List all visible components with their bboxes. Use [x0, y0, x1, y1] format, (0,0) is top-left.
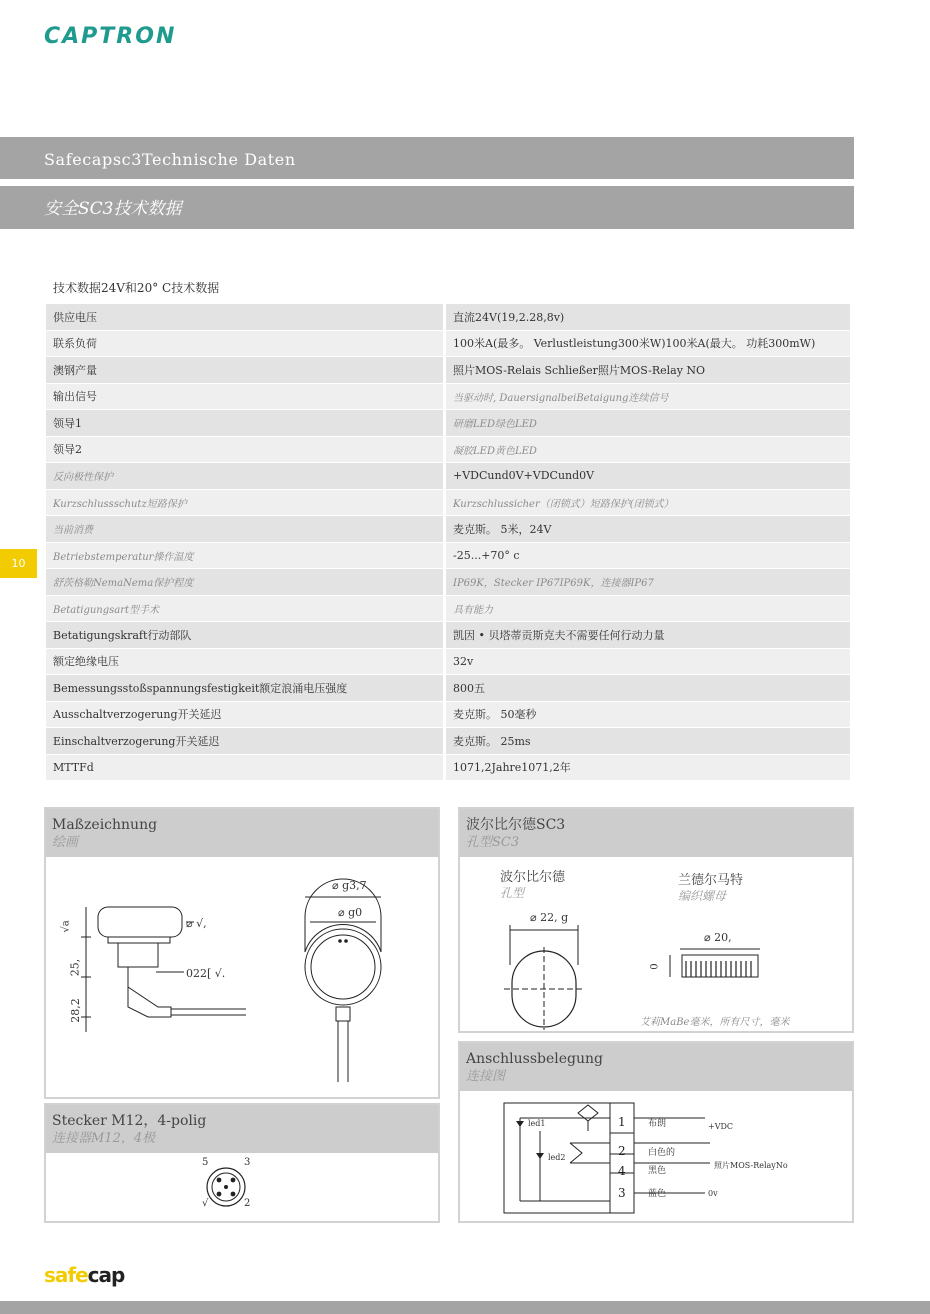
pin-1: 1	[618, 1115, 626, 1129]
pin-2: 2	[618, 1144, 626, 1158]
panel-header	[46, 809, 438, 857]
brand-cap: cap	[87, 1263, 125, 1287]
table-row	[46, 728, 850, 755]
panel-header	[46, 1105, 438, 1153]
led1-label: led1	[528, 1119, 546, 1128]
table-row	[46, 331, 850, 358]
spec-value: 100米A(最多。 Verlustleistung300米W)100米A(最大。 功耗300mW)	[446, 331, 850, 358]
panel-title-de: Stecker M12，4-polig	[52, 1113, 207, 1129]
dim-hole: ⌀ 22, g	[530, 911, 569, 924]
table-row	[46, 304, 850, 331]
panel-header	[460, 809, 852, 857]
spec-label: 输出信号	[46, 384, 446, 411]
table-row	[46, 649, 850, 676]
dim-022: 022[ √.	[186, 967, 226, 980]
switch-head	[98, 907, 182, 937]
spec-value: 直流24V(19,2.28,8v)	[446, 304, 850, 331]
sensor-symbol	[578, 1105, 598, 1121]
table-row	[46, 569, 850, 596]
table-row	[46, 490, 850, 517]
wiring-panel	[458, 1041, 854, 1223]
pin-2-label: 2	[244, 1198, 251, 1209]
panel-title-zh: 孔型SC3	[466, 835, 520, 850]
switch-body	[118, 943, 158, 967]
pin-4: 4	[618, 1164, 626, 1178]
wire-black-label: 黑色	[648, 1166, 667, 1176]
spec-label: 联系负荷	[46, 331, 446, 358]
pin-3-label: 3	[244, 1157, 251, 1168]
dim-nut-height: 0	[649, 963, 661, 970]
spec-value: 麦克斯。 50毫秒	[446, 702, 850, 729]
front-view-stem	[336, 1007, 350, 1021]
signal-relay: 照片MOS-RelayNo	[714, 1161, 788, 1170]
panel-title-de: Anschlussbelegung	[466, 1051, 603, 1067]
table-row	[46, 543, 850, 570]
dim-g0: ⌀ g0	[338, 906, 363, 919]
panel-title-zh: 绘画	[52, 835, 79, 850]
dim-g37: ⌀ g3,7	[332, 879, 367, 892]
table-row	[46, 410, 850, 437]
wire-blue-label: 蓝色	[648, 1189, 667, 1199]
pin-3: 3	[618, 1186, 626, 1200]
pin-root-label: √	[202, 1198, 209, 1209]
dim-nut: ⌀ 20,	[704, 931, 732, 944]
spec-label: 澳钢产量	[46, 357, 446, 384]
cable-connector	[128, 967, 171, 1017]
safecap-brand	[44, 1263, 124, 1287]
switch-collar	[108, 937, 170, 943]
page-number-tab: 10	[0, 549, 37, 578]
spec-value: 800五	[446, 675, 850, 702]
spec-label: Einschaltverzogerung开关延迟	[46, 728, 446, 755]
spec-table	[46, 304, 850, 781]
hole-label-de: 波尔比尔德	[500, 870, 566, 885]
nut-label-zh: 编织螺母	[678, 889, 727, 903]
panel-title-de: 波尔比尔德SC3	[466, 817, 566, 833]
device-box	[504, 1103, 634, 1213]
spec-label: Bemessungsstoßspannungsfestigkeit额定浪涌电压强度	[46, 675, 446, 702]
table-row	[46, 622, 850, 649]
brand-safe: safe	[44, 1263, 88, 1287]
led2-symbol	[536, 1153, 544, 1159]
wire-brown-label: 布朗	[648, 1119, 667, 1129]
spec-label: MTTFd	[46, 755, 446, 782]
spec-label: Ausschaltverzogerung开关延迟	[46, 702, 446, 729]
spec-label: 领导2	[46, 437, 446, 464]
signal-0v: 0v	[708, 1189, 718, 1198]
table-row	[46, 755, 850, 782]
spec-value: 麦克斯。 5米，24V	[446, 516, 850, 543]
spec-label: 反向极性保护	[46, 463, 446, 490]
dimension-note: 艾莉MaBe毫米，所有尺寸，毫米	[640, 1017, 790, 1028]
dim-phi-head: ⌀ √,	[186, 917, 207, 930]
spec-label: 供应电压	[46, 304, 446, 331]
panel-title-de: Maßzeichnung	[52, 817, 158, 833]
led2-label: led2	[548, 1153, 566, 1162]
captron-logo: CAPTRON	[44, 24, 177, 49]
spec-value: 具有能力	[446, 596, 850, 623]
table-title: 技术数据24V和20° C技术数据	[53, 281, 220, 295]
spec-value: 32v	[446, 649, 850, 676]
connector-pinout-drawing	[46, 1153, 438, 1221]
dim-g37-value: g3,7	[342, 879, 367, 892]
wire-white-label: 白色的	[648, 1148, 676, 1158]
spec-label: 额定绝缘电压	[46, 649, 446, 676]
title-band-german	[0, 137, 854, 179]
footer-bar	[0, 1301, 930, 1314]
hole-pattern-panel	[458, 807, 854, 1033]
spec-value: IP69K，Stecker IP67IP69K，连接器IP67	[446, 569, 850, 596]
table-row	[46, 675, 850, 702]
spec-value: 研磨LED绿色LED	[446, 410, 850, 437]
nut-label-de: 兰德尔马特	[678, 873, 744, 888]
spec-label: Betriebstemperatur操作温度	[46, 543, 446, 570]
dimension-drawing-panel	[44, 807, 440, 1099]
panel-title-zh: 连接图	[466, 1069, 506, 1084]
table-row	[46, 437, 850, 464]
table-row	[46, 596, 850, 623]
spec-value: Kurzschlussicher（闭锁式）短路保护(闭锁式）	[446, 490, 850, 517]
dim-25: 25,	[68, 958, 82, 977]
dim-g0-value: g0	[348, 906, 363, 919]
table-row	[46, 463, 850, 490]
table-row	[46, 384, 850, 411]
front-view-body	[305, 929, 381, 1005]
pin-5-label: 5	[202, 1157, 209, 1168]
led1-symbol	[516, 1121, 524, 1127]
spec-label: Kurzschlussschutz短路保护	[46, 490, 446, 517]
table-row	[46, 702, 850, 729]
spec-label: 舒茨格勒NemaNema保护程度	[46, 569, 446, 596]
dim-hole-value: 22, g	[540, 911, 569, 924]
spec-label: Betatigungsart型手术	[46, 596, 446, 623]
spec-value: 凯因 • 贝塔蒂贡斯克夫不需要任何行动力量	[446, 622, 850, 649]
signal-vdc: +VDC	[708, 1122, 734, 1131]
spec-value: 当驱动时, DauersignalbeiBetaigung连续信号	[446, 384, 850, 411]
table-row	[46, 516, 850, 543]
spec-value: -25...+70° c	[446, 543, 850, 570]
table-row	[46, 357, 850, 384]
dim-top: √a	[60, 920, 72, 933]
spec-label: Betatigungskraft行动部队	[46, 622, 446, 649]
title-german: Safecapsc3Technische Daten	[44, 150, 296, 169]
hole-label-zh: 孔型	[500, 886, 525, 900]
title-chinese: 安全SC3技术数据	[44, 199, 182, 219]
panel-title-zh: 连接器M12，4极	[52, 1131, 156, 1146]
dim-282: 28,2	[68, 998, 82, 1023]
spec-value: 麦克斯。 25ms	[446, 728, 850, 755]
spec-label: 领导1	[46, 410, 446, 437]
dim-nut-value: 20,	[714, 931, 732, 944]
spec-label: 当前消费	[46, 516, 446, 543]
cable	[171, 1009, 246, 1015]
spec-value: 凝胶LED黄色LED	[446, 437, 850, 464]
dimension-drawing	[46, 857, 438, 1097]
spec-value: 照片MOS-Relais Schließer照片MOS-Relay NO	[446, 357, 850, 384]
spec-value: 1071,2Jahre1071,2年	[446, 755, 850, 782]
connector-panel	[44, 1103, 440, 1223]
spec-value: +VDCund0V+VDCund0V	[446, 463, 850, 490]
title-band-chinese	[0, 186, 854, 229]
panel-header	[460, 1043, 852, 1091]
dim-phi-value: √,	[196, 917, 207, 930]
